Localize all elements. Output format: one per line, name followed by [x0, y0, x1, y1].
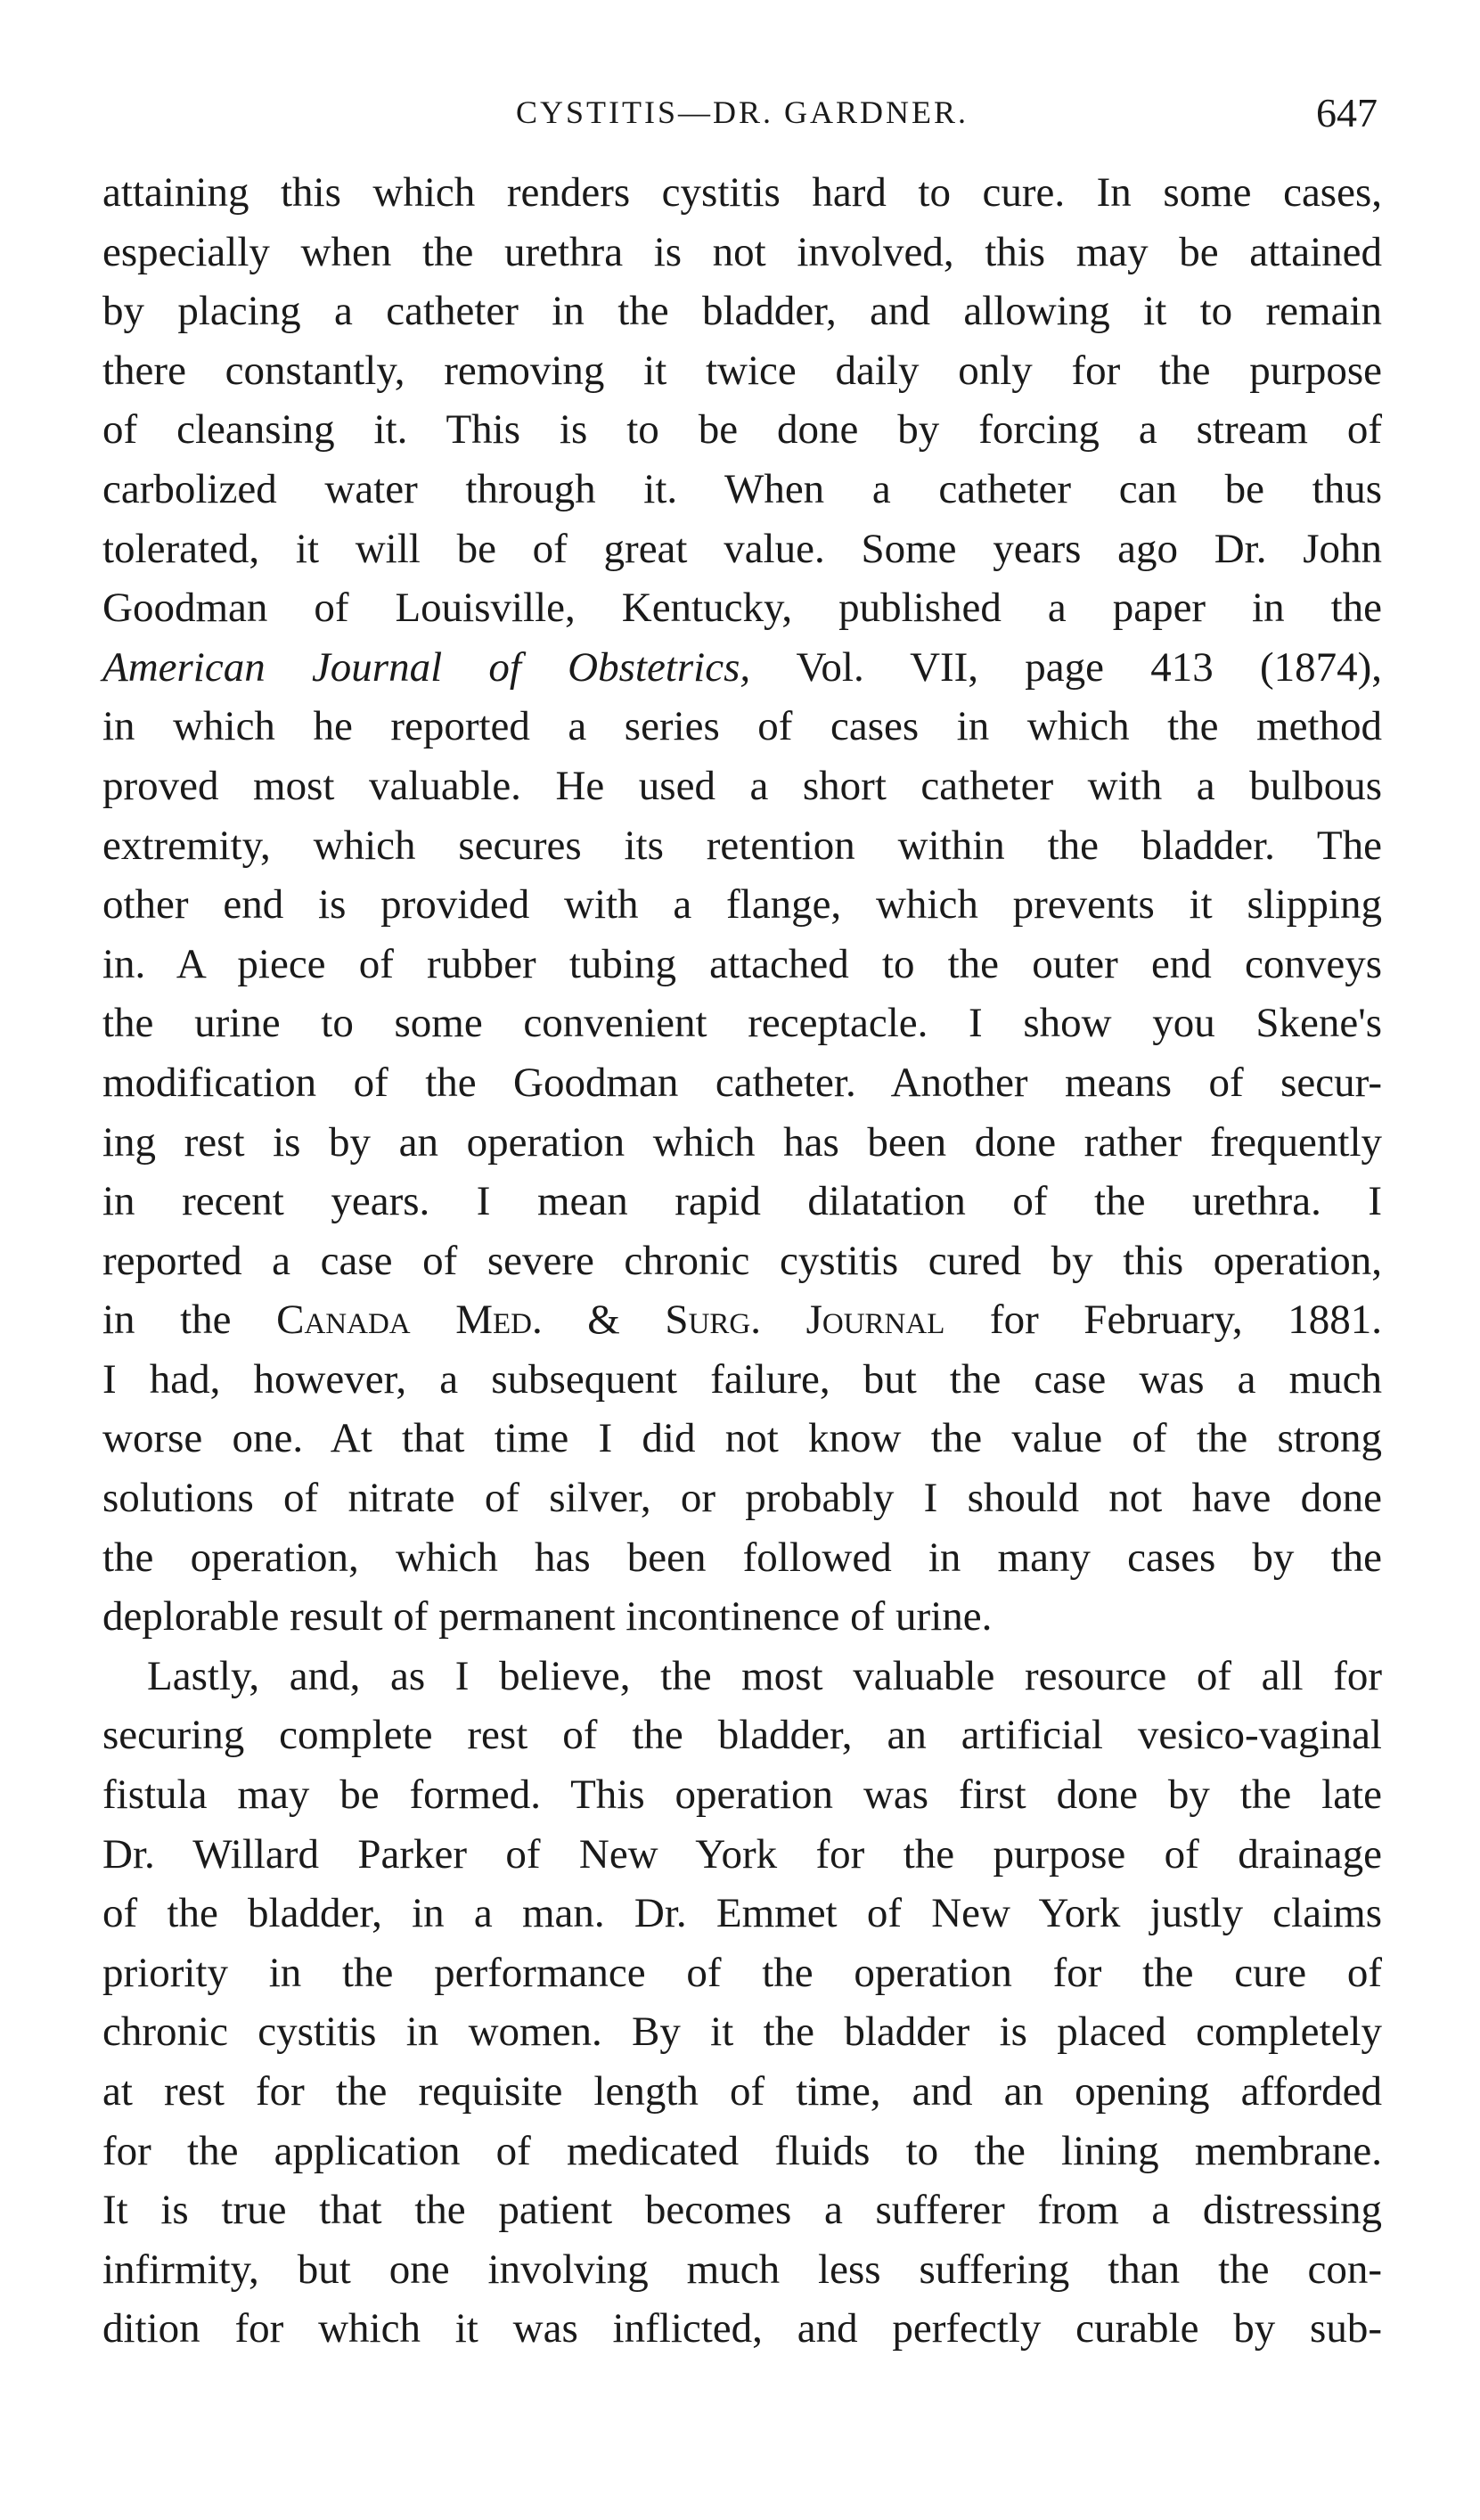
text-segment: Vol. VII, page 413 (1874), [750, 643, 1383, 691]
text-segment: in the [102, 1297, 277, 1344]
text-line: ing rest is by an operation which has been done rather frequently [102, 1118, 1382, 1166]
text-line: Goodman of Louisville, Kentucky, published a paper in the [102, 585, 1382, 632]
text-line: attaining this which renders cystitis hard to cure. In some cases, [102, 169, 1382, 216]
text-line: proved most valuable. He used a short catheter with a bulbous [102, 762, 1382, 809]
text-line: the operation, which has been followed in many cases by the [102, 1534, 1382, 1581]
text-line [102, 1290, 1382, 1350]
text-line: in which he reported a series of cases in which the method [102, 703, 1382, 750]
text-segment: for February, 1881. [944, 1297, 1382, 1344]
text-line: there constantly, removing it twice daily only for the purpose [102, 347, 1382, 394]
text-line: worse one. At that time I did not know the value of the strong [102, 1415, 1382, 1462]
text-line: Dr. Willard Parker of New York for the purpose of drainage [102, 1830, 1382, 1878]
text-line: Lastly, and, as I believe, the most valuable resource of all for [147, 1652, 1382, 1699]
text-line: solutions of nitrate of silver, or probably I should not have done [102, 1475, 1382, 1522]
text-line: other end is provided with a flange, which prevents it slipping [102, 881, 1382, 929]
text-line: carbolized water through it. When a catheter can be thus [102, 465, 1382, 512]
paragraph-2 [102, 1647, 1382, 2359]
text-line: chronic cystitis in women. By it the bladder is placed completely [102, 2009, 1382, 2056]
text-line: infirmity, but one involving much less suffering than the con- [102, 2246, 1382, 2293]
text-line: fistula may be formed. This operation was first done by the late [102, 1771, 1382, 1819]
text-line [102, 638, 1382, 698]
paragraph-1 [102, 163, 1382, 1647]
body-text [102, 163, 1382, 2359]
page-number: 647 [1316, 90, 1378, 135]
text-line: in recent years. I mean rapid dilatation of the urethra. I [102, 1178, 1382, 1225]
text-line: deplorable result of permanent incontinence of urine. [102, 1593, 993, 1640]
text-line: at rest for the requisite length of time, and an opening afforded [102, 2068, 1382, 2115]
journal-title-italic: American Journal of Obstetrics, [102, 643, 751, 691]
text-line: especially when the urethra is not involved, this may be attained [102, 228, 1382, 275]
running-title: CYSTITIS—DR. GARDNER. [515, 94, 969, 130]
journal-name-small-caps: Canada Med. & Surg. Journal [276, 1297, 945, 1344]
text-line: in. A piece of rubber tubing attached to the outer end conveys [102, 940, 1382, 987]
text-line: the urine to some convenient receptacle. I show you Skene's [102, 1000, 1382, 1047]
text-line: by placing a catheter in the bladder, and allowing it to remain [102, 288, 1382, 335]
text-line: reported a case of severe chronic cystitis cured by this operation, [102, 1237, 1382, 1284]
running-head [102, 85, 1382, 147]
text-line: tolerated, it will be of great value. Some years ago Dr. John [102, 525, 1382, 572]
text-line: priority in the performance of the operation for the cure of [102, 1949, 1382, 1996]
text-line: of cleansing it. This is to be done by forcing a stream of [102, 406, 1382, 454]
text-line: for the application of medicated fluids to the lining membrane. [102, 2127, 1382, 2174]
text-line: It is true that the patient becomes a sufferer from a distressing [102, 2187, 1382, 2234]
text-line: of the bladder, in a man. Dr. Emmet of New York justly claims [102, 1890, 1382, 1937]
text-line: I had, however, a subsequent failure, but the case was a much [102, 1355, 1382, 1403]
text-line: securing complete rest of the bladder, an artificial vesico-vaginal [102, 1712, 1382, 1759]
text-line: dition for which it was inflicted, and perfectly curable by sub- [102, 2305, 1382, 2352]
text-line: extremity, which secures its retention within the bladder. The [102, 822, 1382, 869]
text-line: modification of the Goodman catheter. Another means of secur- [102, 1059, 1382, 1106]
